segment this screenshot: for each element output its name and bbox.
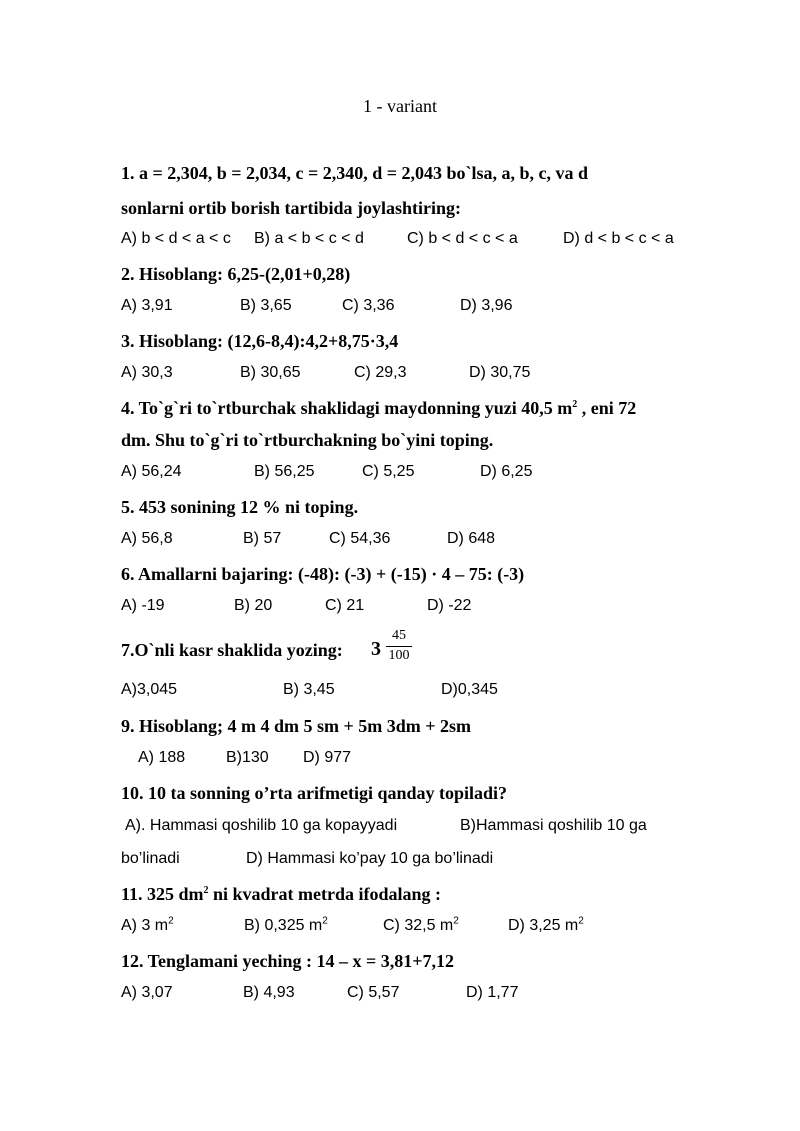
variant-title: 1 - variant [363, 96, 437, 116]
question-3-text: 3. Hisoblang: (12,6-8,4):4,2+8,75·3,4 [121, 331, 399, 351]
question-10-text: 10. 10 ta sonning o’rta arifmetigi qanday topiladi? [121, 783, 508, 803]
question-5-option-c: C) 54,36 [329, 530, 391, 547]
question-7-option-a: A)3,045 [121, 681, 178, 698]
question-4-line-1 [121, 398, 636, 419]
question-7-option-d: D)0,345 [441, 681, 498, 698]
question-9-text: 9. Hisoblang; 4 m 4 dm 5 sm + 5m 3dm + 2sm [121, 716, 472, 736]
question-4-superscript: 2 [572, 399, 578, 410]
question-11-option-c [383, 917, 459, 935]
question-11-option-d-text: D) 3,25 m [508, 917, 579, 934]
question-12-option-d: D) 1,77 [466, 984, 519, 1001]
question-2-option-a: A) 3,91 [121, 297, 173, 314]
question-9-option-a: A) 188 [138, 749, 186, 766]
question-10-option-a: A). Hammasi qoshilib 10 ga kopayyadi [125, 817, 398, 834]
question-4-option-d: D) 6,25 [480, 463, 533, 480]
question-6-option-b: B) 20 [234, 597, 273, 614]
question-4-line-1-tail: , eni 72 [577, 398, 637, 418]
question-3-option-a: A) 30,3 [121, 364, 173, 381]
question-7-option-b: B) 3,45 [283, 681, 335, 698]
question-4-option-a: A) 56,24 [121, 463, 182, 480]
question-1-line-1: 1. a = 2,304, b = 2,034, c = 2,340, d = 2,043 bo`lsa, a, b, c, va d [121, 163, 589, 183]
question-5-option-b: B) 57 [243, 530, 282, 547]
fraction-whole: 3 [371, 638, 381, 660]
question-11-text-start: 11. 325 dm [121, 884, 204, 904]
question-11-text [121, 884, 441, 905]
question-1-option-d: D) d < b < c < a [563, 230, 674, 247]
question-10-option-b: B)Hammasi qoshilib 10 ga [460, 817, 647, 834]
question-5-option-d: D) 648 [447, 530, 496, 547]
question-1-line-2: sonlarni ortib borish tartibida joylashtiring: [121, 198, 462, 218]
option-a-superscript: 2 [168, 915, 174, 927]
fraction-denominator: 100 [388, 648, 410, 663]
question-11-option-a [121, 917, 174, 935]
question-4-option-c: C) 5,25 [362, 463, 415, 480]
question-6-option-c: C) 21 [325, 597, 365, 614]
option-b-superscript: 2 [322, 915, 328, 927]
question-1-option-a: A) b < d < a < c [121, 230, 231, 247]
question-11-option-a-text: A) 3 m [121, 917, 169, 934]
option-d-superscript: 2 [578, 915, 584, 927]
question-2-option-c: C) 3,36 [342, 297, 395, 314]
question-6-option-a: A) -19 [121, 597, 165, 614]
question-1-option-c: C) b < d < c < a [407, 230, 518, 247]
question-11-option-b-text: B) 0,325 m [244, 917, 323, 934]
question-4-line-1-text: 4. To`g`ri to`rtburchak shaklidagi maydonning yuzi 40,5 m [121, 398, 573, 418]
question-2-option-d: D) 3,96 [460, 297, 513, 314]
question-12-option-a: A) 3,07 [121, 984, 173, 1001]
question-9-option-b: B)130 [226, 749, 269, 766]
question-3-option-b: B) 30,65 [240, 364, 301, 381]
question-6-option-d: D) -22 [427, 597, 472, 614]
question-3-option-d: D) 30,75 [469, 364, 531, 381]
question-12-option-b: B) 4,93 [243, 984, 295, 1001]
question-1-option-b: B) a < b < c < d [254, 230, 364, 247]
question-4-line-2: dm. Shu to`g`ri to`rtburchakning bo`yini toping. [121, 430, 494, 450]
fraction-bar [386, 646, 412, 647]
question-11-option-c-text: C) 32,5 m [383, 917, 454, 934]
question-7-text: 7.O`nli kasr shaklida yozing: [121, 640, 343, 660]
question-11-text-end: ni kvadrat metrda ifodalang : [208, 884, 442, 904]
question-3-option-c: C) 29,3 [354, 364, 407, 381]
question-11-option-b [244, 917, 328, 935]
question-5-text: 5. 453 sonining 12 % ni toping. [121, 497, 359, 517]
question-4-option-b: B) 56,25 [254, 463, 315, 480]
question-2-text: 2. Hisoblang: 6,25-(2,01+0,28) [121, 264, 351, 284]
question-11-option-d [508, 917, 584, 935]
question-11-superscript: 2 [203, 885, 209, 896]
question-2-option-b: B) 3,65 [240, 297, 292, 314]
question-5-option-a: A) 56,8 [121, 530, 173, 547]
question-12-option-c: C) 5,57 [347, 984, 400, 1001]
question-9-option-d: D) 977 [303, 749, 352, 766]
question-10-option-b-continued: bo’linadi [121, 850, 180, 867]
fraction-numerator: 45 [392, 628, 406, 643]
question-10-option-d: D) Hammasi ko’pay 10 ga bo’linadi [246, 850, 494, 867]
question-12-text: 12. Tenglamani yeching : 14 – x = 3,81+7,12 [121, 951, 455, 971]
option-c-superscript: 2 [453, 915, 459, 927]
question-6-text: 6. Amallarni bajaring: (-48): (-3) + (-15) · 4 – 75: (-3) [121, 564, 525, 584]
